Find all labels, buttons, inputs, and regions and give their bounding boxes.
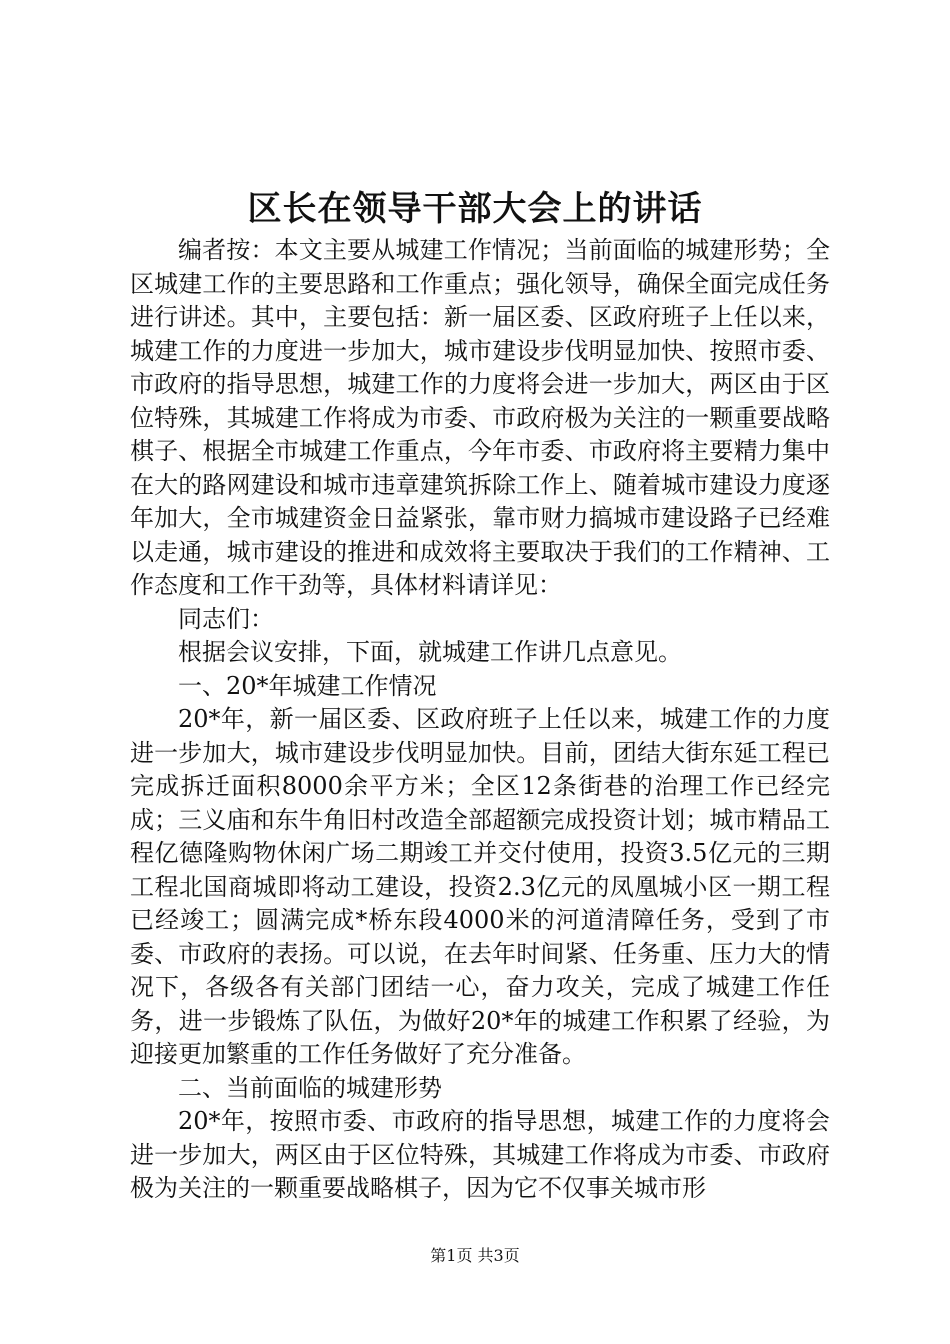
editor-note-paragraph: 编者按：本文主要从城建工作情况；当前面临的城建形势；全区城建工作的主要思路和工作重点；强化领导，确保全面完成任务进行讲述。其中，主要包括：新一届区委、区政府班子上任以来，城建工作的力度进一步加大，城市建设步伐明显加快、按照市委、市政府的指导思想，城建工作的力度将会进一步加大，两区由于区位特殊，其城建工作将成为市委、市政府极为关注的一颗重要战略棋子、根据全市城建工作重点，今年市委、市政府将主要精力集中在大的路网建设和城市违章建筑拆除工作上、随着城市建设力度逐年加大，全市城建资金日益紧张，靠市财力搞城市建设路子已经难以走通，城市建设的推进和成效将主要取决于我们的工作精神、工作态度和工作干劲等，具体材料请详见： (130, 236, 830, 599)
intro-paragraph: 根据会议安排，下面，就城建工作讲几点意见。 (178, 638, 682, 666)
section-heading-2: 二、当前面临的城建形势 (178, 1073, 442, 1102)
section-heading-1: 一、20*年城建工作情况 (178, 671, 437, 700)
section-1-paragraph: 20*年，新一届区委、区政府班子上任以来，城建工作的力度进一步加大，城市建设步伐明显加快。目前，团结大街东延工程已完成拆迁面积8000余平方米；全区12条街巷的治理工作已经完成；三义庙和东牛角旧村改造全部超额完成投资计划；城市精品工程亿德隆购物休闲广场二期竣工并交付使用，投资3.5亿元的三期工程北国商城即将动工建设，投资2.3亿元的凤凰城小区一期工程已经竣工；圆满完成*桥东段4000米的河道清障任务，受到了市委、市政府的表扬。可以说，在去年时间紧、任务重、压力大的情况下，各级各有关部门团结一心，奋力攻关，完成了城建工作任务，进一步锻炼了队伍，为做好20*年的城建工作积累了经验，为迎接更加繁重的工作任务做好了充分准备。 (130, 705, 830, 1068)
section-2-paragraph: 20*年，按照市委、市政府的指导思想，城建工作的力度将会进一步加大，两区由于区位特殊，其城建工作将成为市委、市政府极为关注的一颗重要战略棋子，因为它不仅事关城市形 (130, 1107, 830, 1202)
salutation-paragraph: 同志们： (178, 604, 274, 633)
document-title: 区长在领导干部大会上的讲话 (247, 189, 703, 229)
document-body (130, 234, 830, 1206)
page-number-footer: 第1页 共3页 (430, 1246, 520, 1265)
